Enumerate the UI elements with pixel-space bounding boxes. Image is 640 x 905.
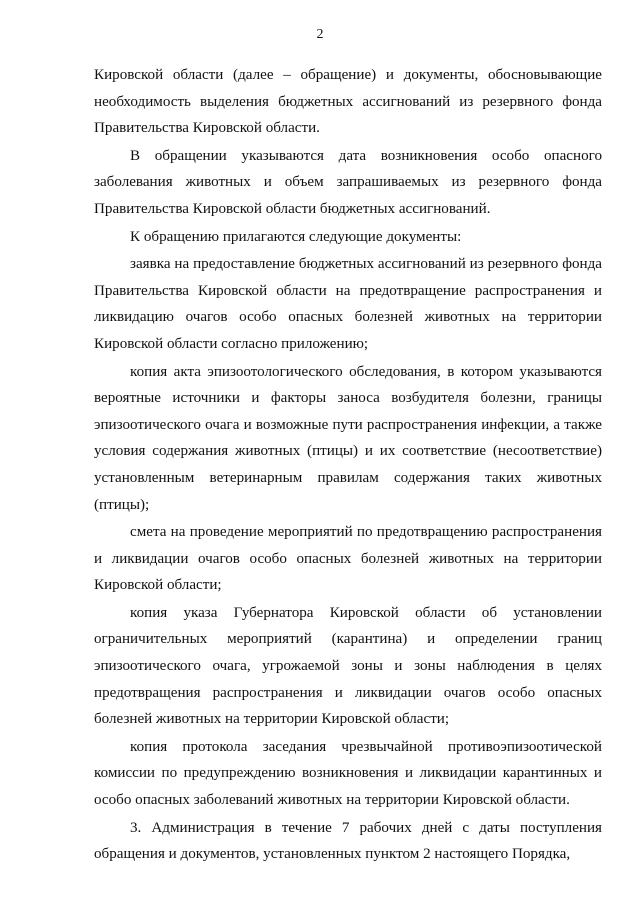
list-item-governor-decree: копия указа Губернатора Кировской области об установлении ограничительных мероприятий (карантина) и определении границ эпизоотического очага, угрожаемой зоны и зоны наблюдения в целях предотвращения распространения и ликвидации очагов особо опасных болезней животных на территории Кировской области;	[94, 604, 602, 728]
list-item-survey-act: копия акта эпизоотологического обследования, в котором указываются вероятные источники и факторы заноса возбудителя болезни, границы эпизоотического очага и возможные пути распространения инфекции, а также условия содержания животных (птицы) и их соответствие (несоответствие) установленным ветеринарным правилам содержания таких животных (птицы);	[94, 363, 602, 513]
paragraph-continuation: Кировской области (далее – обращение) и документы, обосновывающие необходимость выделения бюджетных ассигнований из резервного фонда Правительства Кировской области.	[94, 67, 602, 137]
document-body	[94, 62, 602, 868]
list-item-application: заявка на предоставление бюджетных ассигнований из резервного фонда Правительства Кировской области на предотвращение распространения и ликвидацию очагов особо опасных болезней животных на территории Кировской области согласно приложению;	[94, 256, 602, 352]
paragraph-section-3: 3. Администрация в течение 7 рабочих дней с даты поступления обращения и документов, установленных пунктом 2 настоящего Порядка,	[94, 819, 602, 863]
paragraph-documents-intro: К обращению прилагаются следующие документы:	[130, 228, 462, 245]
paragraph-appeal-content: В обращении указываются дата возникновения особо опасного заболевания животных и объем запрашиваемых из резервного фонда Правительства Кировской области бюджетных ассигнований.	[94, 147, 602, 217]
list-item-estimate: смета на проведение мероприятий по предотвращению распространения и ликвидации очагов особо опасных болезней животных на территории Кировской области;	[94, 524, 602, 594]
page-number: 2	[316, 27, 324, 42]
list-item-commission-protocol: копия протокола заседания чрезвычайной противоэпизоотической комиссии по предупреждению возникновения и ликвидации карантинных и особо опасных заболеваний животных на территории Кировской области.	[94, 738, 602, 809]
